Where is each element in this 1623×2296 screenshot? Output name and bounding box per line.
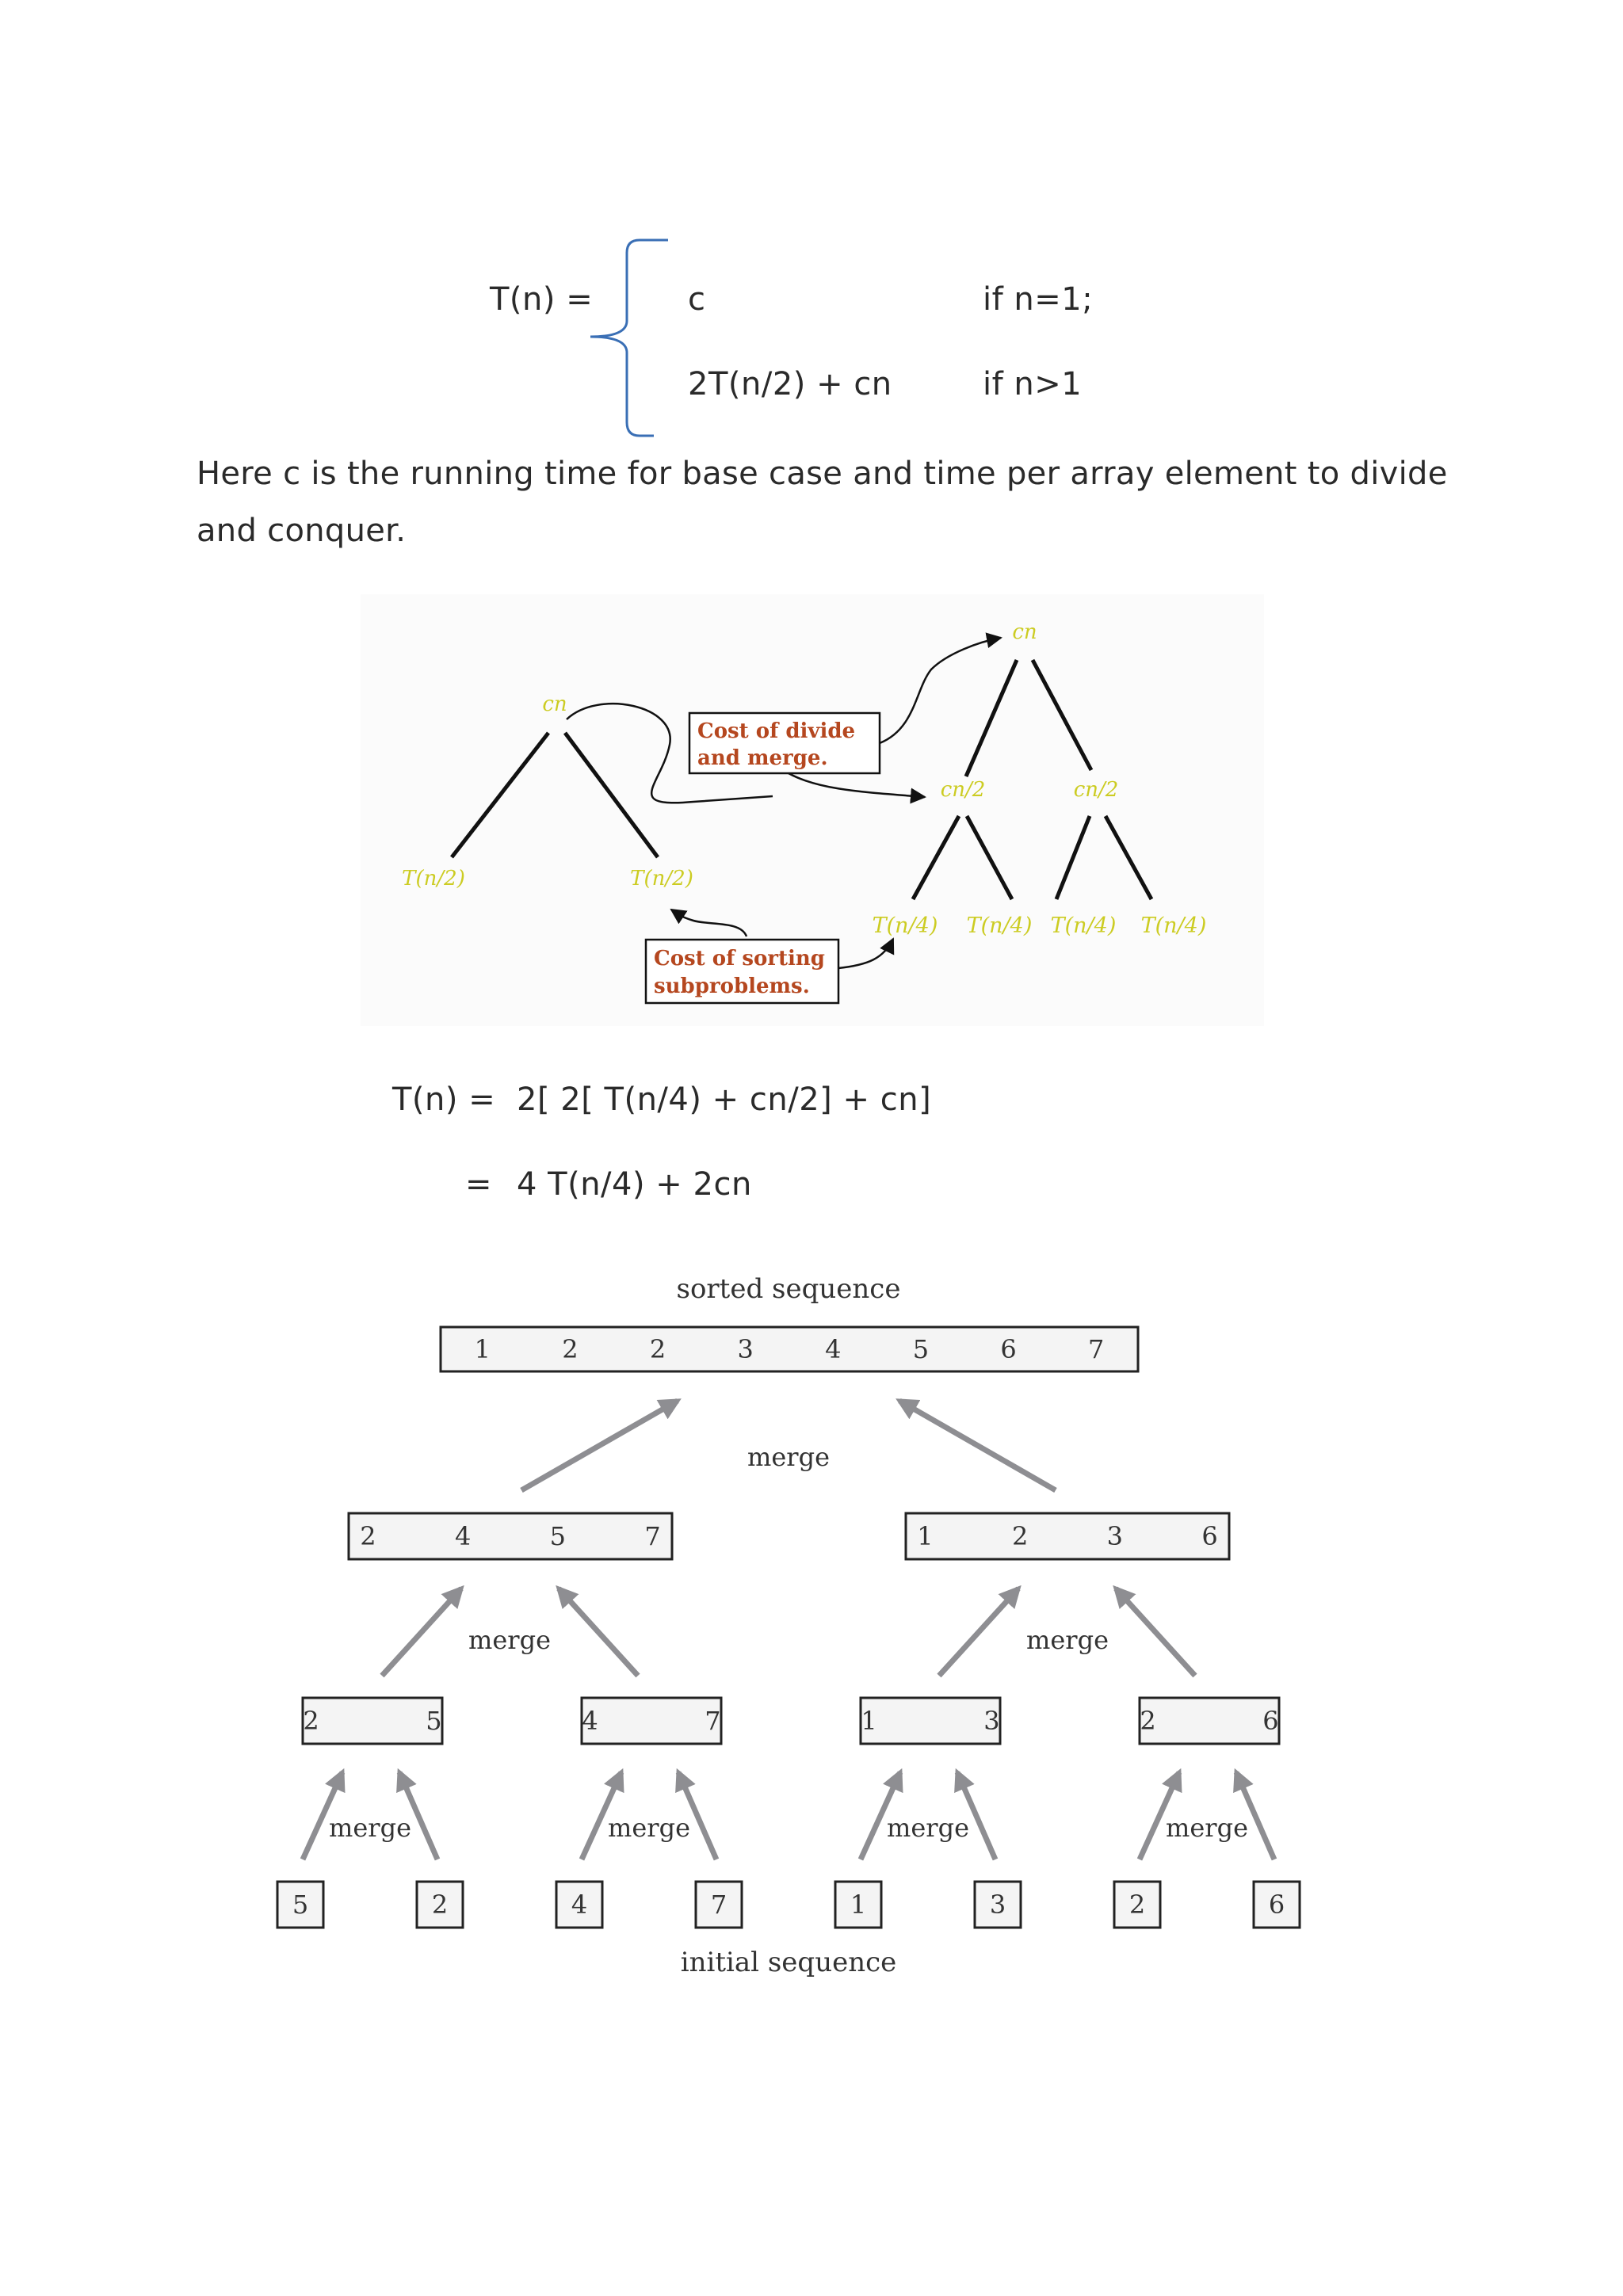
sequence-value: 5 bbox=[912, 1334, 930, 1364]
pair-run-box bbox=[861, 1698, 1000, 1744]
merge-label: merge bbox=[329, 1813, 411, 1843]
case1-expression: c bbox=[688, 281, 706, 318]
right-mid-label: cn/2 bbox=[940, 778, 986, 802]
sequence-value: 5 bbox=[426, 1706, 442, 1736]
sorting-cost-text-2: subproblems. bbox=[654, 974, 810, 998]
sequence-value: 1 bbox=[474, 1334, 491, 1364]
sequence-value: 6 bbox=[1268, 1890, 1285, 1920]
left-root-label: cn bbox=[542, 692, 567, 716]
right-leaf-label: T(n/4) bbox=[966, 913, 1033, 938]
sequence-value: 1 bbox=[917, 1521, 934, 1551]
sequence-value: 1 bbox=[850, 1890, 867, 1920]
sequence-value: 2 bbox=[649, 1334, 666, 1364]
merge-arrow bbox=[899, 1401, 1056, 1490]
pair-run-box bbox=[303, 1698, 442, 1744]
sequence-value: 2 bbox=[1128, 1890, 1146, 1920]
merge-arrow bbox=[939, 1589, 1018, 1676]
recurrence-lhs: T(n) = bbox=[490, 281, 594, 318]
initial-sequence-label: initial sequence bbox=[680, 1947, 897, 1978]
right-leaf-label: T(n/4) bbox=[872, 913, 938, 938]
sequence-value: 6 bbox=[1000, 1334, 1017, 1364]
merge-label: merge bbox=[1166, 1813, 1248, 1843]
right-root-label: cn bbox=[1012, 620, 1037, 644]
case2-expression: 2T(n/2) + cn bbox=[688, 366, 892, 402]
sorting-cost-text-1: Cost of sorting bbox=[654, 947, 825, 971]
sorted-sequence-box bbox=[441, 1327, 1138, 1371]
merge-sort-figure bbox=[238, 1256, 1347, 1993]
sequence-value: 3 bbox=[989, 1890, 1006, 1920]
expansion-line2-lhs: = bbox=[465, 1166, 493, 1203]
right-leaf-label: T(n/4) bbox=[1140, 913, 1207, 938]
merged-run-box bbox=[349, 1513, 672, 1559]
case1-condition: if n=1; bbox=[983, 281, 1094, 318]
expansion-line1-lhs: T(n) = bbox=[392, 1081, 496, 1118]
pair-run-box bbox=[582, 1698, 721, 1744]
recursion-tree-figure bbox=[361, 594, 1264, 1026]
sequence-value: 7 bbox=[1088, 1334, 1105, 1364]
sequence-value: 5 bbox=[292, 1890, 309, 1920]
sequence-value: 3 bbox=[737, 1334, 754, 1364]
merge-label: merge bbox=[608, 1813, 690, 1843]
sequence-value: 3 bbox=[1106, 1521, 1124, 1551]
merge-arrow bbox=[521, 1401, 678, 1490]
sequence-value: 2 bbox=[360, 1521, 376, 1551]
merge-arrow bbox=[1116, 1589, 1195, 1676]
sequence-value: 7 bbox=[705, 1706, 721, 1736]
sequence-value: 6 bbox=[1262, 1706, 1279, 1736]
sequence-value: 2 bbox=[1011, 1521, 1029, 1551]
case2-condition: if n>1 bbox=[983, 366, 1083, 402]
merge-label: merge bbox=[887, 1813, 969, 1843]
merge-arrow bbox=[559, 1589, 638, 1676]
sequence-value: 6 bbox=[1201, 1521, 1218, 1551]
sequence-value: 2 bbox=[1140, 1706, 1156, 1736]
sequence-value: 7 bbox=[710, 1890, 727, 1920]
curly-brace bbox=[582, 234, 670, 444]
left-child-label: T(n/2) bbox=[630, 867, 693, 891]
sequence-value: 4 bbox=[582, 1706, 598, 1736]
sequence-value: 2 bbox=[562, 1334, 579, 1364]
merge-arrow bbox=[382, 1589, 461, 1676]
sequence-value: 4 bbox=[454, 1521, 472, 1551]
merge-label: merge bbox=[1026, 1625, 1109, 1655]
sequence-value: 3 bbox=[983, 1706, 1000, 1736]
sequence-value: 5 bbox=[549, 1521, 567, 1551]
merge-label: merge bbox=[747, 1442, 830, 1472]
sequence-value: 1 bbox=[861, 1706, 877, 1736]
sequence-value: 7 bbox=[644, 1521, 661, 1551]
right-mid-label: cn/2 bbox=[1073, 778, 1119, 802]
expansion-line1-rhs: 2[ 2[ T(n/4) + cn/2] + cn] bbox=[517, 1081, 932, 1118]
sorted-sequence-label: sorted sequence bbox=[676, 1273, 901, 1305]
expansion-line2-rhs: 4 T(n/4) + 2cn bbox=[517, 1166, 752, 1203]
pair-run-box bbox=[1140, 1698, 1279, 1744]
sequence-value: 4 bbox=[825, 1334, 842, 1364]
merge-label: merge bbox=[468, 1625, 551, 1655]
explanation-paragraph: Here c is the running time for base case and time per array element to divide and conquer. bbox=[197, 456, 1448, 549]
sequence-value: 4 bbox=[571, 1890, 588, 1920]
divide-merge-text-1: Cost of divide bbox=[697, 719, 856, 743]
merged-run-box bbox=[906, 1513, 1229, 1559]
sequence-value: 2 bbox=[431, 1890, 449, 1920]
right-leaf-label: T(n/4) bbox=[1050, 913, 1117, 938]
left-child-label: T(n/2) bbox=[402, 867, 465, 891]
divide-merge-text-2: and merge. bbox=[697, 746, 828, 770]
sequence-value: 2 bbox=[303, 1706, 319, 1736]
